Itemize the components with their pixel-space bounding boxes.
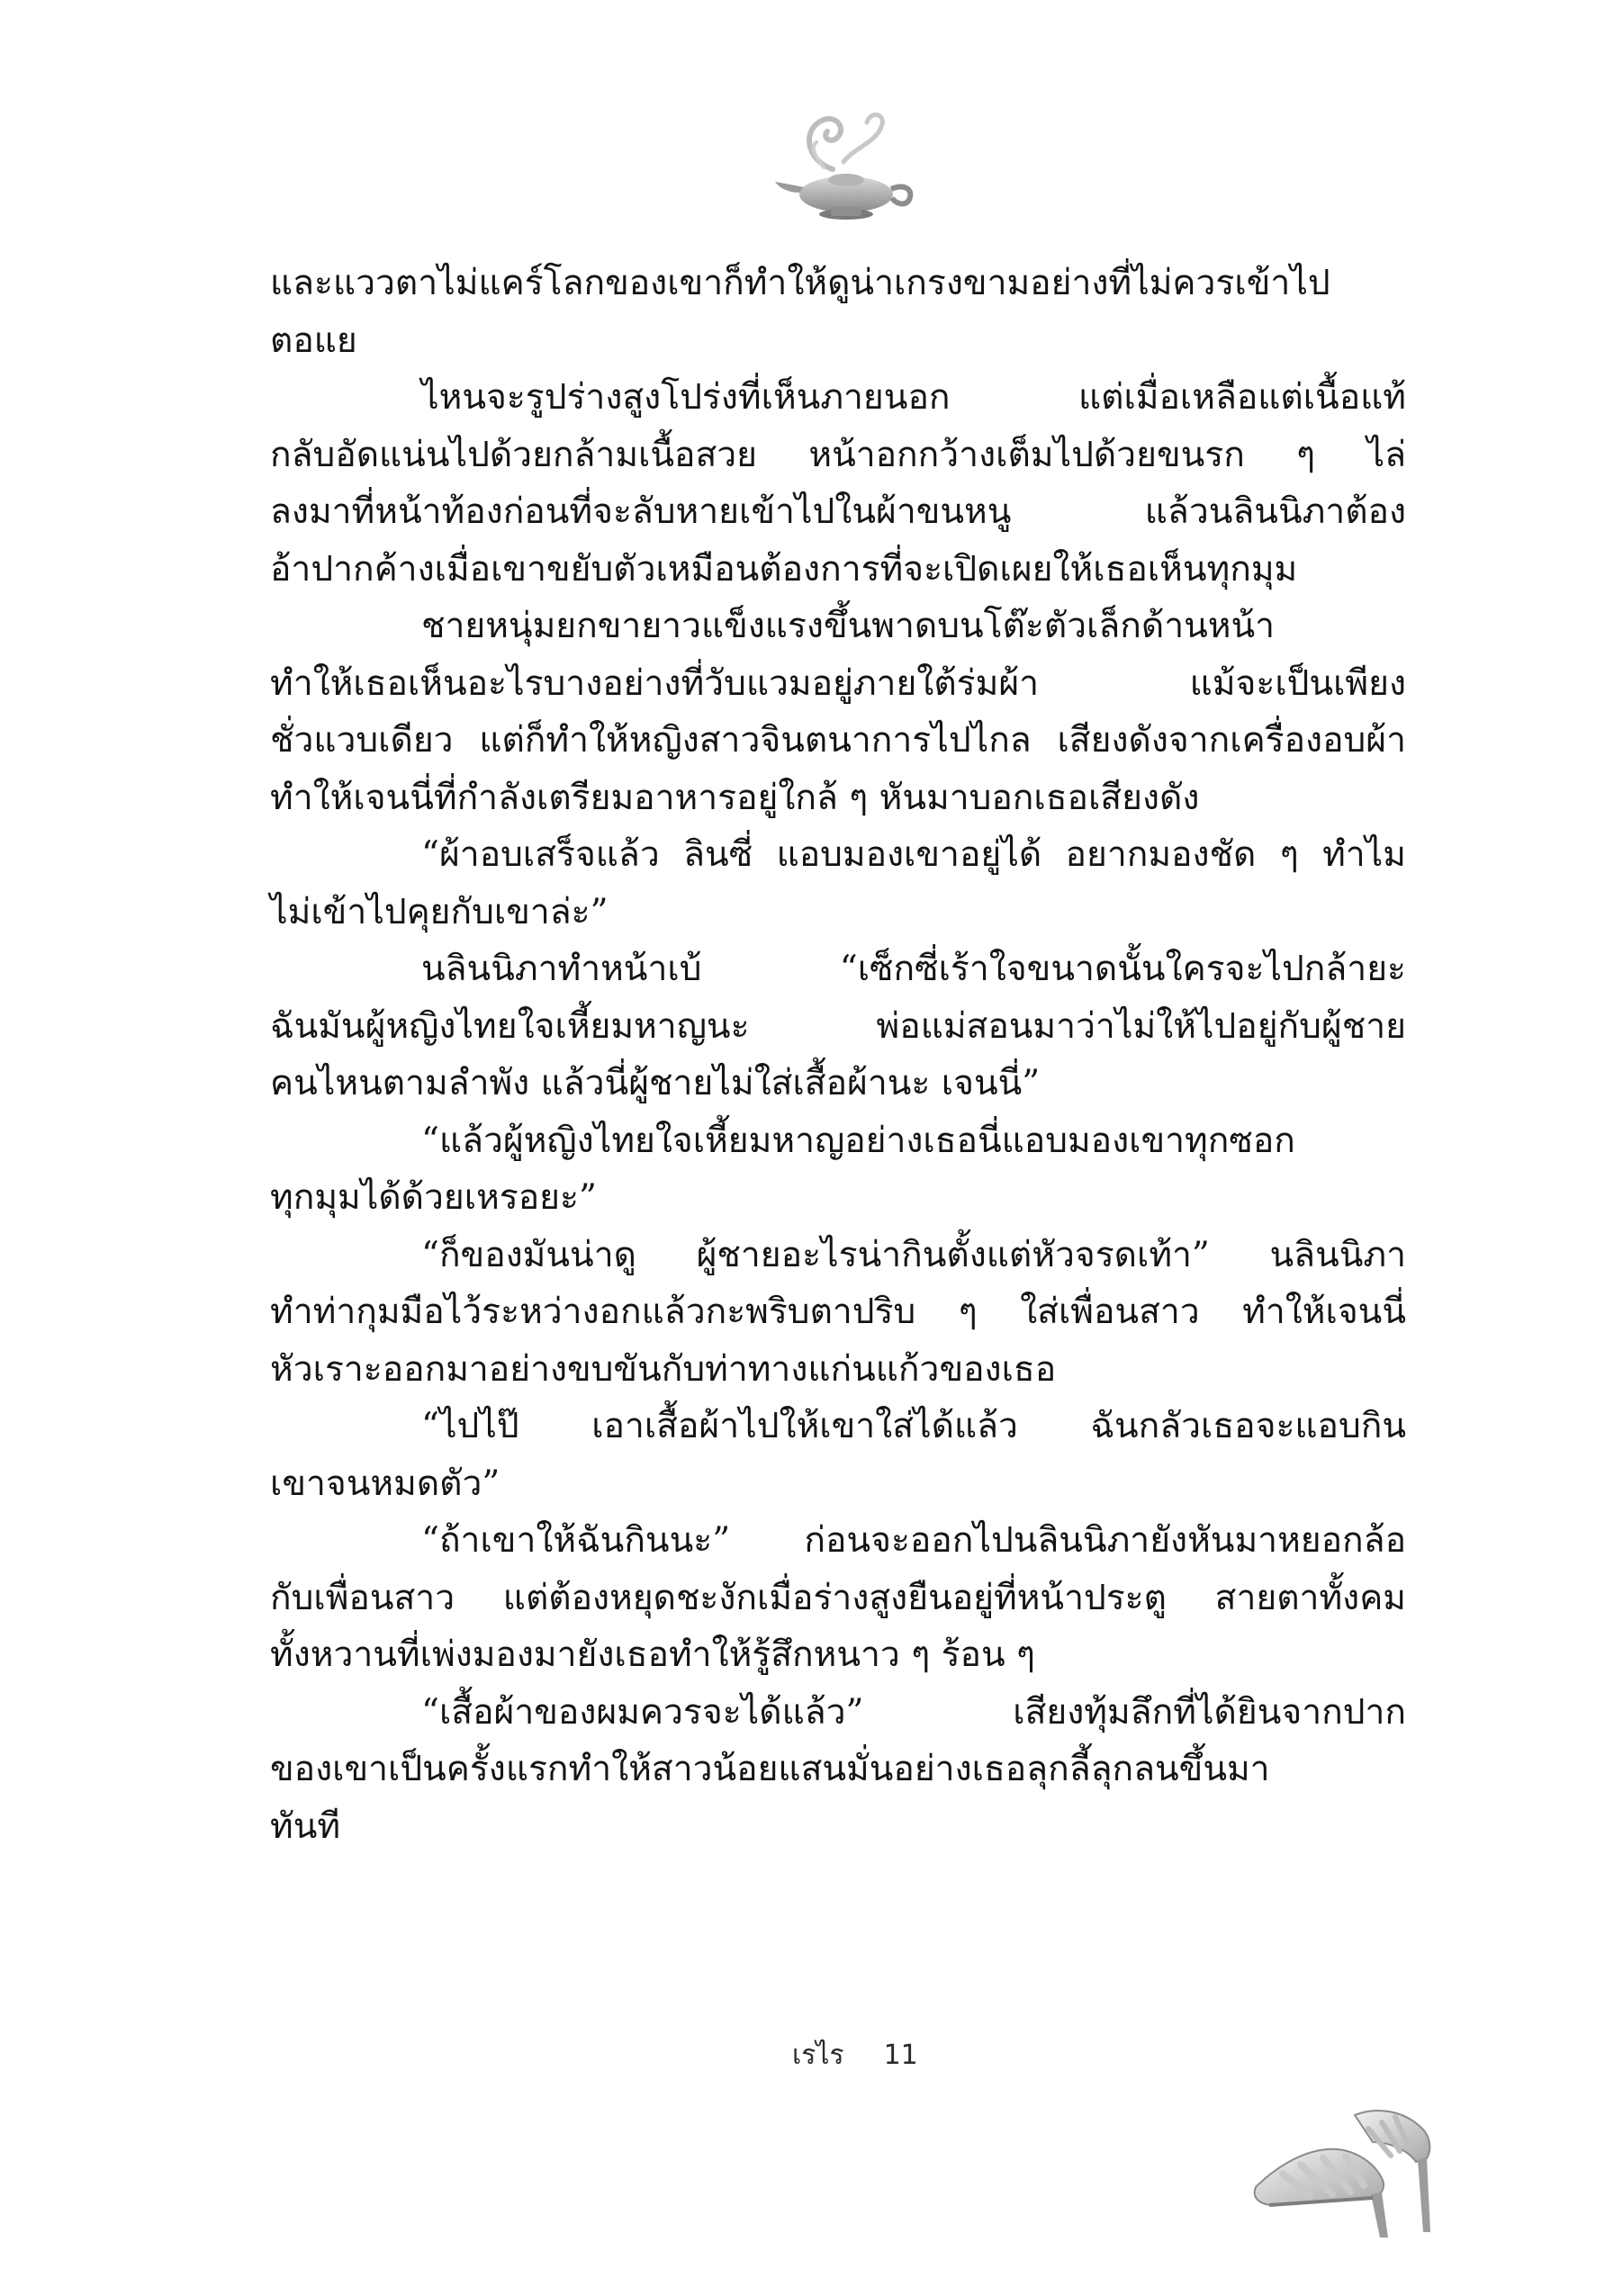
text-line: ตอแย [270,320,357,361]
text-line: ทั้งหวานที่เพ่งมองมายังเธอทำให้รู้สึกหนาว ๆ ร้อน ๆ [270,1634,1035,1675]
text-line: ไหนจะรูปร่างสูงโปร่งที่เห็นภายนอก แต่เมื่อเหลือแต่เนื้อแท้ [421,377,1406,418]
text-line: อ้าปากค้างเมื่อเขาขยับตัวเหมือนต้องการที่จะเปิดเผยให้เธอเห็นทุกมุม [270,548,1298,590]
text-line: นลินนิภาทำหน้าเบ้ “เซ็กซี่เร้าใจขนาดนั้นใครจะไปกล้ายะ [421,949,1406,989]
text-line: เขาจนหมดตัว” [270,1463,500,1504]
text-line: “เสื้อผ้าของผมควรจะได้แล้ว” เสียงทุ้มลึกที่ได้ยินจากปาก [421,1691,1406,1733]
paragraph [270,598,1406,826]
teapot-genie-lamp-icon [770,106,923,232]
text-line: “ผ้าอบเสร็จแล้ว ลินซี่ แอบมองเขาอยู่ได้ อยากมองชัด ๆ ทำไม [421,834,1406,875]
text-line: คนไหนตามลำพัง แล้วนี่ผู้ชายไม่ใส่เสื้อผ้านะ เจนนี่” [270,1063,1041,1103]
paragraph [270,1512,1406,1684]
page-footer [792,2034,918,2076]
text-line: และแววตาไม่แคร์โลกของเขาก็ทำให้ดูน่าเกรงขามอย่างที่ไม่ควรเข้าไป [270,263,1330,303]
text-line: ไม่เข้าไปคุยกับเขาล่ะ” [270,891,609,932]
text-line: ของเขาเป็นครั้งแรกทำให้สาวน้อยแสนมั่นอย่างเธอลุกลี้ลุกลนขึ้นมา [270,1749,1270,1789]
text-line: ทันที [270,1805,341,1847]
paragraph [270,941,1406,1112]
text-line: “แล้วผู้หญิงไทยใจเหี้ยมหาญอย่างเธอนี่แอบมองเขาทุกซอก [421,1120,1295,1161]
text-line: กลับอัดแน่นไปด้วยกล้ามเนื้อสวย หน้าอกกว้างเต็มไปด้วยขนรก ๆ ไล่ [270,434,1406,475]
text-line: “ก็ของมันน่าดู ผู้ชายอะไรน่ากินตั้งแต่หัวจรดเท้า” นลินนิภา [421,1234,1406,1275]
text-line: ทำให้เธอเห็นอะไรบางอย่างที่วับแวมอยู่ภายใต้ร่มผ้า แม้จะเป็นเพียง [270,662,1406,704]
text-line: ฉันมันผู้หญิงไทยใจเหี้ยมหาญนะ พ่อแม่สอนมาว่าไม่ให้ไปอยู่กับผู้ชาย [270,1005,1406,1047]
paragraph [270,1227,1406,1399]
text-line: ชั่วแวบเดียว แต่ก็ทำให้หญิงสาวจินตนาการไปไกล เสียงดังจากเครื่องอบผ้า [270,720,1406,761]
page-number: 11 [883,2039,918,2071]
text-line: “ไปไป๊ เอาเสื้อผ้าไปให้เขาใส่ได้แล้ว ฉันกลัวเธอจะแอบกิน [421,1406,1406,1446]
text-line: ทำท่ากุมมือไว้ระหว่างอกแล้วกะพริบตาปริบ ๆ ใส่เพื่อนสาว ทำให้เจนนี่ [270,1292,1406,1332]
story-body [270,255,1406,1855]
text-line: ชายหนุ่มยกขายาวแข็งแรงขึ้นพาดบนโต๊ะตัวเล็กด้านหน้า [421,606,1276,646]
high-heel-sandal-icon [1247,2079,1449,2241]
text-line: หัวเราะออกมาอย่างขบขันกับท่าทางแก่นแก้วของเธอ [270,1348,1057,1390]
paragraph [270,369,1406,598]
author-name: เรไร [792,2039,844,2071]
paragraph [270,1398,1406,1512]
text-line: ทุกมุมได้ด้วยเหรอยะ” [270,1177,597,1218]
paragraph [270,1112,1406,1227]
text-line: ทำให้เจนนี่ที่กำลังเตรียมอาหารอยู่ใกล้ ๆ หันมาบอกเธอเสียงดัง [270,777,1200,818]
paragraph [270,826,1406,941]
paragraph [270,255,1406,369]
paragraph [270,1684,1406,1856]
text-line: กับเพื่อนสาว แต่ต้องหยุดชะงักเมื่อร่างสูงยืนอยู่ที่หน้าประตู สายตาทั้งคม [270,1577,1406,1618]
text-line: “ถ้าเขาให้ฉันกินนะ” ก่อนจะออกไปนลินนิภายังหันมาหยอกล้อ [421,1520,1406,1561]
text-line: ลงมาที่หน้าท้องก่อนที่จะลับหายเข้าไปในผ้าขนหนู แล้วนลินนิภาต้อง [270,491,1406,532]
